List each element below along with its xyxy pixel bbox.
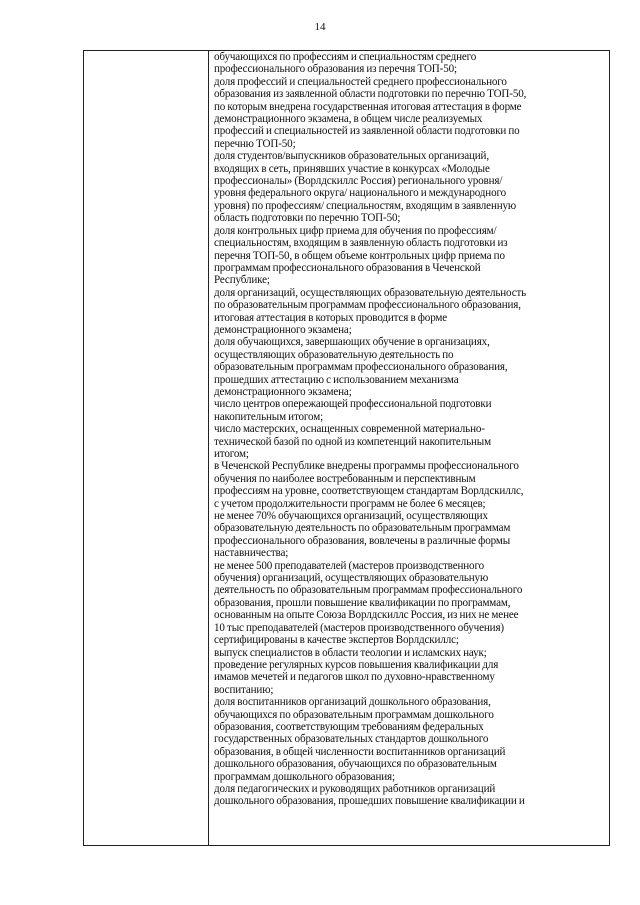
text-line: сертифицированы в качестве экспертов Ворлдскиллс; — [214, 634, 459, 647]
text-line: осуществляющих образовательную деятельность по — [214, 348, 454, 361]
text-line: по которым внедрена государственная итоговая аттестация в форме — [214, 100, 522, 113]
text-line: накопительным итогом; — [214, 410, 324, 423]
text-line: доля педагогических и руководящих работников организаций — [214, 782, 496, 795]
text-line: профессионального образования из перечня ТОП-50; — [214, 63, 457, 76]
text-line: демонстрационного экзамена, в общем числе реализуемых — [214, 113, 483, 126]
cell-text — [214, 51, 605, 808]
text-line: доля обучающихся, завершающих обучение в организациях, — [214, 336, 490, 349]
text-line: образования, прошли повышение квалификации по программам, — [214, 596, 511, 609]
table-row — [84, 51, 610, 846]
text-line: доля профессий и специальностей среднего профессионального — [214, 75, 507, 88]
text-line: имамов мечетей и педагогов школ по духовно-нравственному — [214, 671, 495, 684]
text-line: в Чеченской Республике внедрены программы профессионального — [214, 460, 519, 473]
text-line: образования, в общей численности воспитанников организаций — [214, 745, 506, 758]
text-line: образовательным программам профессионального образования, — [214, 361, 508, 374]
text-line: число мастерских, оснащенных современной материально- — [214, 423, 485, 436]
text-line: программам профессионального образования в Чеченской — [214, 261, 481, 274]
text-line: образования, соответствующим требованиям федеральных — [214, 720, 484, 733]
text-line: обучения по наиболее востребованным и перспективным — [214, 472, 476, 485]
content-table — [83, 50, 610, 846]
text-line: доля контрольных цифр приема для обучения по профессиям/ — [214, 224, 497, 237]
text-line: образовательную деятельность по образовательным программам — [214, 522, 511, 535]
text-line: профессионального образования, вовлечены в различные формы — [214, 534, 510, 547]
text-line: дошкольного образования, прошедших повышение квалификации и — [214, 795, 525, 808]
text-line: обучения) организаций, осуществляющих образовательную — [214, 572, 489, 585]
text-line: перечня ТОП-50, в общем объеме контрольных цифр приема по — [214, 249, 505, 262]
text-line: профессий и специальностей из заявленной области подготовки по — [214, 125, 520, 138]
text-line: дошкольного образования, обучающихся по образовательным — [214, 758, 497, 771]
text-line: специальностям, входящим в заявленную область подготовки из — [214, 237, 508, 250]
text-line: по образовательным программам профессионального образования, — [214, 299, 521, 312]
text-line: не менее 500 преподавателей (мастеров производственного — [214, 559, 484, 572]
text-line: демонстрационного экзамена; — [214, 323, 352, 336]
text-line: итоговая аттестация в которых проводится в форме — [214, 311, 448, 324]
text-line: выпуск специалистов в области теологии и исламских наук; — [214, 646, 487, 659]
text-line: доля организаций, осуществляющих образовательную деятельность — [214, 286, 527, 299]
text-line: наставничества; — [214, 547, 289, 560]
text-line: не менее 70% обучающихся организаций, осуществляющих — [214, 510, 488, 523]
table-right-cell — [209, 51, 610, 846]
text-line: Республике; — [214, 274, 270, 287]
text-line: государственных образовательных стандартов дошкольного — [214, 733, 489, 746]
page-number: 14 — [314, 21, 326, 33]
text-line: доля воспитанников организаций дошкольного образования, — [214, 696, 491, 709]
table-left-cell — [84, 51, 209, 846]
text-line: обучающихся по профессиям и специальностям среднего — [214, 51, 477, 63]
text-line: область подготовки по перечню ТОП-50; — [214, 212, 401, 225]
text-line: основанным на опыте Союза Ворлдскиллс Россия, из них не менее — [214, 609, 519, 622]
text-line: итогом; — [214, 448, 249, 460]
text-line: с учетом продолжительности программ не более 6 месяцев; — [214, 497, 486, 510]
text-line: программам дошкольного образования; — [214, 770, 395, 783]
text-line: доля студентов/выпускников образовательных организаций, — [214, 150, 489, 163]
text-line: демонстрационного экзамена; — [214, 385, 352, 398]
text-line: уровня федерального округа/ национального и международного — [214, 187, 506, 200]
text-line: прошедших аттестацию с использованием механизма — [214, 373, 459, 386]
text-line: технической базой по одной из компетенций накопительным — [214, 435, 491, 448]
text-line: профессионалы» (Ворлдскиллс Россия) регионального уровня/ — [214, 175, 503, 188]
text-line: обучающихся по образовательным программам дошкольного — [214, 708, 494, 721]
text-line: воспитанию; — [214, 683, 274, 696]
text-line: проведение регулярных курсов повышения квалификации для — [214, 658, 499, 671]
text-line: образования из заявленной области подготовки по перечню ТОП-50, — [214, 88, 527, 101]
text-line: деятельность по образовательным программам профессионального — [214, 584, 523, 597]
text-line: уровня) по профессиям/ специальностям, входящим в заявленную — [214, 199, 517, 212]
text-line: число центров опережающей профессиональной подготовки — [214, 398, 492, 411]
text-line: 10 тыс преподавателей (мастеров производственного обучения) — [214, 621, 504, 634]
text-line: профессиям на уровне, соответствующем стандартам Ворлдскиллс, — [214, 485, 524, 498]
text-line: перечню ТОП-50; — [214, 137, 296, 150]
text-line: входящих в сеть, принявших участие в конкурсах «Молодые — [214, 162, 490, 175]
